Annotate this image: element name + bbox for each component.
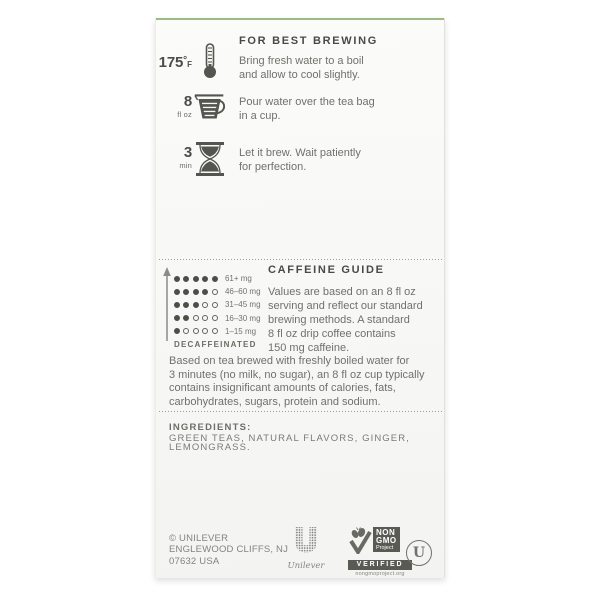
- brewing-step-1: [156, 43, 444, 82]
- filled-dot-icon: [183, 289, 189, 295]
- non-gmo-url: nongmoproject.org: [355, 571, 405, 577]
- filled-dot-icon: [193, 276, 199, 282]
- filled-dot-icon: [174, 328, 180, 334]
- empty-dot-icon: [212, 302, 218, 308]
- caffeine-scale-row: [174, 272, 261, 285]
- caffeine-range-label: 46–60 mg: [224, 287, 261, 297]
- kosher-ou-icon: U: [406, 540, 432, 566]
- empty-dot-icon: [212, 315, 218, 321]
- empty-dot-icon: [212, 328, 218, 334]
- step1-instructions: Bring fresh water to a boil and allow to cool slightly.: [239, 55, 364, 81]
- caffeine-guide-text: Values are based on an 8 fl oz serving and reflect our standard brewing methods. A standard 8 fl oz drip coffee contains 150 mg caffeine.: [268, 286, 423, 354]
- brewing-step-2: [156, 92, 444, 123]
- ingredients-title: INGREDIENTS:: [169, 422, 252, 433]
- dotted-separator-top: [159, 259, 442, 260]
- step1-temperature-label: 175°F: [158, 54, 192, 71]
- filled-dot-icon: [193, 302, 199, 308]
- caffeine-range-label: 31–45 mg: [224, 300, 261, 310]
- caffeine-scale-rows: [174, 272, 261, 338]
- caffeine-scale-row: [174, 298, 261, 311]
- filled-dot-icon: [212, 276, 218, 282]
- dotted-separator-bottom: [159, 411, 442, 412]
- box-top-edge: [156, 18, 444, 20]
- empty-dot-icon: [202, 315, 208, 321]
- unilever-logo: [284, 526, 328, 571]
- ingredients-section: [169, 423, 410, 453]
- caffeine-guide-title: CAFFEINE GUIDE: [268, 264, 385, 276]
- step3-time-label: 3 min: [179, 144, 192, 170]
- filled-dot-icon: [183, 302, 189, 308]
- tea-box-back-panel: [155, 18, 445, 578]
- caffeine-scale-row: [174, 325, 261, 338]
- filled-dot-icon: [202, 289, 208, 295]
- brewing-step-3: [156, 141, 444, 176]
- unilever-wordmark: Unilever: [287, 561, 325, 571]
- filled-dot-icon: [174, 315, 180, 321]
- measuring-cup-icon: [194, 92, 226, 123]
- non-gmo-project-verified-logo: [348, 527, 412, 577]
- caffeine-range-label: 16–30 mg: [224, 313, 261, 323]
- decaffeinated-label: DECAFFEINATED: [174, 340, 257, 349]
- empty-dot-icon: [202, 328, 208, 334]
- filled-dot-icon: [202, 276, 208, 282]
- filled-dot-icon: [183, 276, 189, 282]
- unilever-u-logo-icon: [293, 543, 319, 560]
- step2-volume-label: 8 fl oz: [177, 93, 192, 119]
- butterfly-checkmark-icon: [348, 527, 372, 559]
- empty-dot-icon: [183, 328, 189, 334]
- up-arrow-icon: [162, 267, 172, 346]
- caffeine-range-label: 1–15 mg: [224, 326, 257, 336]
- caffeine-scale-row: [174, 285, 261, 298]
- caffeine-range-label: 61+ mg: [224, 274, 252, 284]
- empty-dot-icon: [212, 289, 218, 295]
- empty-dot-icon: [193, 328, 199, 334]
- filled-dot-icon: [183, 315, 189, 321]
- ingredients-list: GREEN TEAS, NATURAL FLAVORS, GINGER, LEMONGRASS.: [169, 433, 410, 454]
- copyright-address: © UNILEVER ENGLEWOOD CLIFFS, NJ 07632 USA: [169, 533, 289, 567]
- step3-instructions: Let it brew. Wait patiently for perfection.: [239, 147, 361, 173]
- filled-dot-icon: [193, 289, 199, 295]
- thermometer-icon: [194, 43, 226, 82]
- non-gmo-verified-bar: VERIFIED: [348, 560, 412, 570]
- empty-dot-icon: [202, 302, 208, 308]
- filled-dot-icon: [174, 302, 180, 308]
- nutrition-note-text: Based on tea brewed with freshly boiled water for 3 minutes (no milk, no sugar), an 8 fl oz cup typically contains insignificant amounts of calories, fats, carbohydrates, sugars, protein and sodium.: [169, 355, 425, 408]
- empty-dot-icon: [193, 315, 199, 321]
- filled-dot-icon: [174, 289, 180, 295]
- caffeine-scale-row: [174, 312, 261, 325]
- step2-instructions: Pour water over the tea bag in a cup.: [239, 96, 375, 122]
- non-gmo-title-box: NON GMO Project: [373, 527, 400, 552]
- hourglass-icon: [194, 141, 226, 176]
- brewing-section-title: FOR BEST BREWING: [239, 35, 379, 47]
- filled-dot-icon: [174, 276, 180, 282]
